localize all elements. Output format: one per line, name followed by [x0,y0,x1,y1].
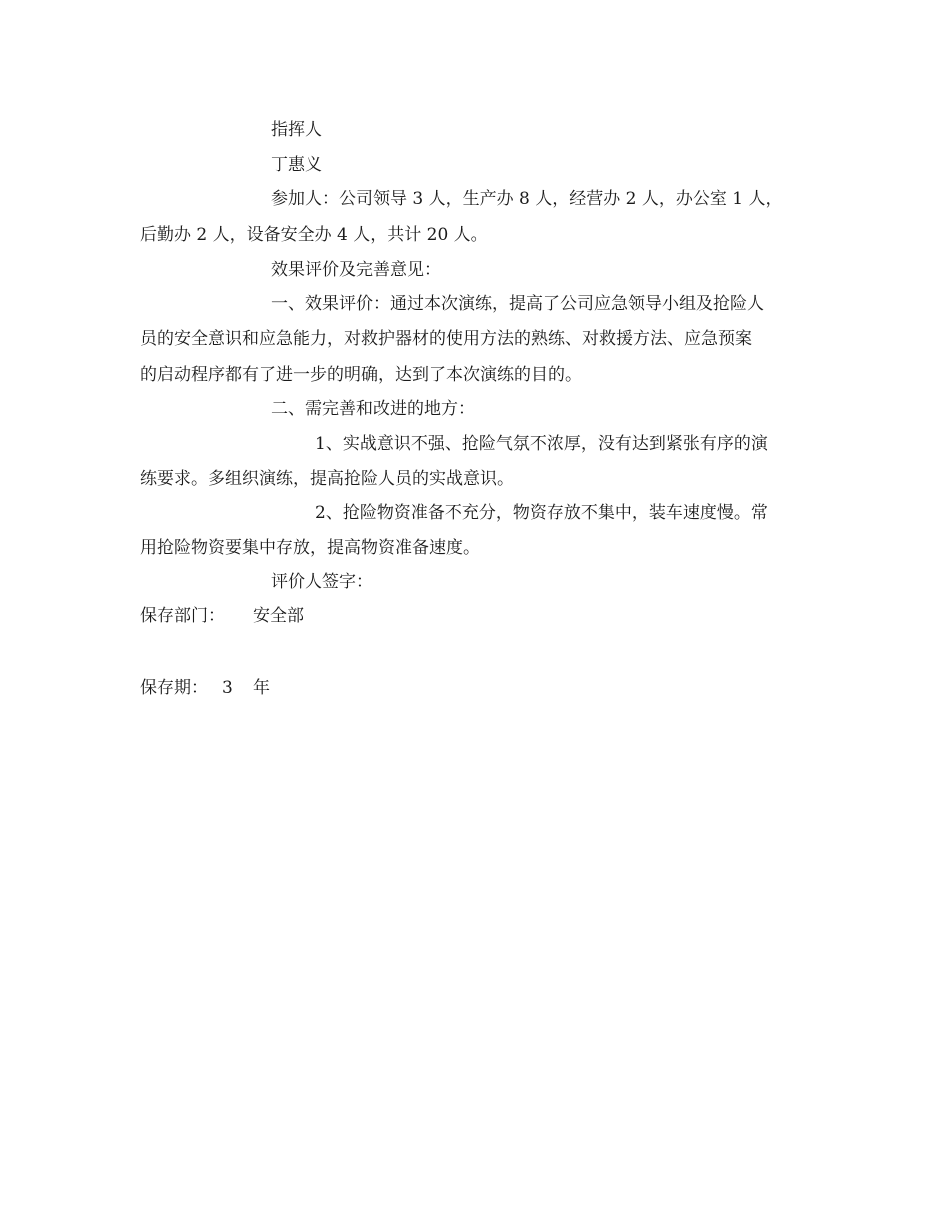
storage-department-value: 安全部 [253,606,304,626]
improvement-1-line-2: 练要求。多组织演练，提高抢险人员的实战意识。 [140,469,514,489]
improvement-1-line-1: 1、实战意识不强、抢险气氛不浓厚，没有达到紧张有序的演 [315,434,768,454]
participants-line-2: 后勤办 2 人，设备安全办 4 人，共计 20 人。 [140,225,488,245]
storage-department-label: 保存部门： [140,606,225,626]
evaluation-line-1: 一、效果评价：通过本次演练，提高了公司应急领导小组及抢险人 [271,294,764,314]
commander-name: 丁惠义 [271,155,322,175]
participants-line-1: 参加人：公司领导 3 人，生产办 8 人，经营办 2 人，办公室 1 人， [271,189,783,209]
retention-unit: 年 [253,678,270,698]
evaluation-heading: 效果评价及完善意见： [271,260,441,280]
evaluation-line-3: 的启动程序都有了进一步的明确，达到了本次演练的目的。 [140,365,582,385]
evaluation-line-2: 员的安全意识和应急能力，对救护器材的使用方法的熟练、对救援方法、应急预案 [140,329,752,349]
retention-label: 保存期： [140,678,208,698]
retention-value: 3 [222,678,233,698]
evaluator-signature-label: 评价人签字： [271,572,373,592]
commander-label: 指挥人 [271,120,322,140]
improvements-heading: 二、需完善和改进的地方： [271,399,475,419]
improvement-2-line-2: 用抢险物资要集中存放，提高物资准备速度。 [140,538,480,558]
improvement-2-line-1: 2、抢险物资准备不充分，物资存放不集中，装车速度慢。常 [315,503,768,523]
